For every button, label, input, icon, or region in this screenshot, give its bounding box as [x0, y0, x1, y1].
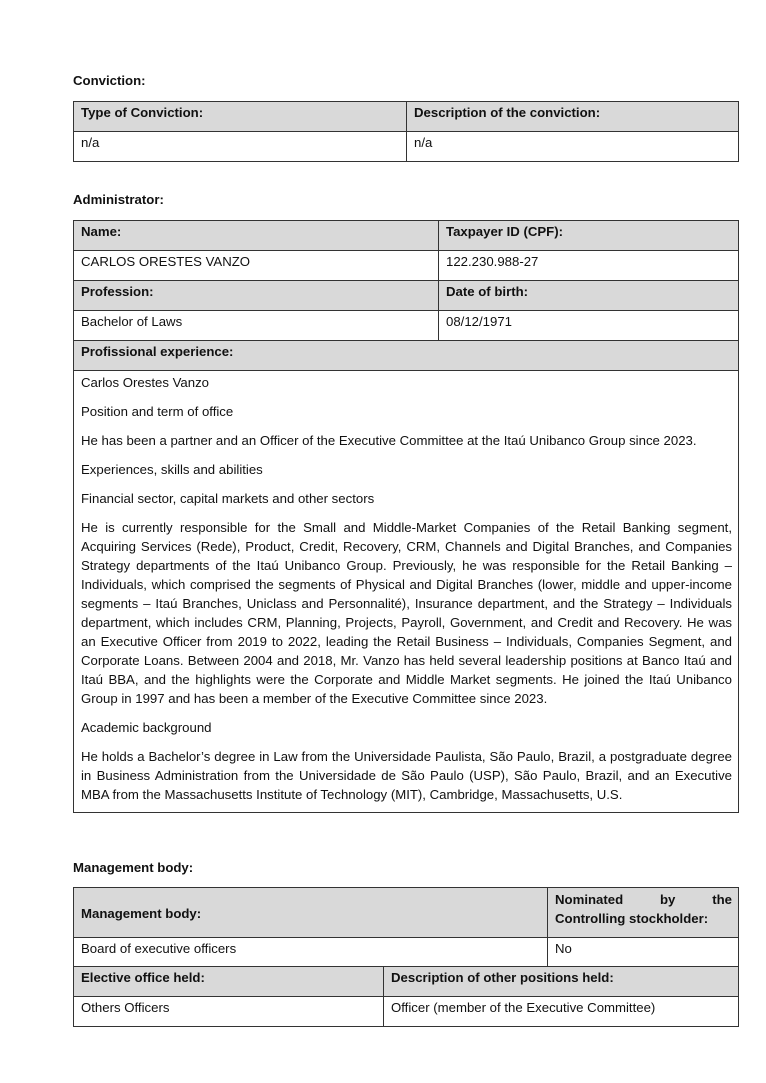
academic-text: He holds a Bachelor’s degree in Law from the Universidade Paulista, São Paulo, Brazil, a postgraduate degree in Business Administration from the Universidade de São Paulo (USP), São Paulo, Brazil, and an Executive MBA from the Massachusetts Institute of Technology (MIT), Cambridge, Massachusetts, U.S. [81, 749, 732, 802]
birth-date-value: 08/12/1971 [439, 311, 739, 341]
nominated-header-line2: Controlling stockholder: [555, 911, 709, 926]
administrator-section-title: Administrator: [73, 192, 164, 207]
other-positions-header: Description of other positions held: [384, 967, 739, 997]
conviction-type-header: Type of Conviction: [74, 102, 407, 132]
experience-header: Profissional experience: [74, 341, 739, 371]
academic-heading: Academic background [81, 720, 212, 735]
name-value: CARLOS ORESTES VANZO [74, 251, 439, 281]
taxpayer-value: 122.230.988-27 [439, 251, 739, 281]
sectors-text: Financial sector, capital markets and other sectors [81, 491, 375, 506]
management-section-title: Management body: [73, 860, 194, 875]
conviction-description-header: Description of the conviction: [407, 102, 739, 132]
position-heading: Position and term of office [81, 404, 234, 419]
conviction-table [73, 101, 739, 162]
management-body-header: Management body: [74, 888, 548, 938]
elective-office-value: Others Officers [74, 997, 384, 1027]
experience-content [74, 371, 739, 813]
conviction-description-value: n/a [407, 132, 739, 162]
nominated-value: No [548, 938, 739, 967]
profession-value: Bachelor of Laws [74, 311, 439, 341]
name-header: Name: [74, 221, 439, 251]
nominated-header [548, 888, 739, 938]
taxpayer-header: Taxpayer ID (CPF): [439, 221, 739, 251]
management-table [73, 887, 739, 1027]
birth-date-header: Date of birth: [439, 281, 739, 311]
nominated-header-line1: Nominated by the [555, 892, 733, 907]
position-text: He has been a partner and an Officer of the Executive Committee at the Itaú Unibanco Group since 2023. [81, 433, 697, 448]
conviction-section-title: Conviction: [73, 73, 146, 88]
conviction-type-value: n/a [74, 132, 407, 162]
skills-heading: Experiences, skills and abilities [81, 462, 263, 477]
elective-office-header: Elective office held: [74, 967, 384, 997]
profession-header: Profession: [74, 281, 439, 311]
management-body-value: Board of executive officers [74, 938, 548, 967]
experience-description: He is currently responsible for the Small and Middle-Market Companies of the Retail Banking segment, Acquiring Services (Rede), Product, Credit, Recovery, CRM, Channels and Digital Branches, and Companies Strategy departments of the Itaú Unibanco Group. Previously, he was responsible for the Retail Banking – Individuals, which comprised the segments of Physical and Digital Branches (lower, middle and upper-income segments – Itaú Branches, Uniclass and Personnalité), Insurance department, and the Strategy – Individuals department, which includes CRM, Planning, Projects, Payroll, Government, and Credit and Recovery. He was an Executive Officer from 2019 to 2022, leading the Retail Business – Individuals, Companies Segment, and Corporate Loans. Between 2004 and 2018, Mr. Vanzo has held several leadership positions at Banco Itaú and Itaú BBA, and the highlights were the Corporate and Middle Market segments. He joined the Itaú Unibanco Group in 1997 and has been a member of the Executive Committee since 2023. [81, 520, 732, 706]
administrator-table [73, 220, 739, 813]
other-positions-value: Officer (member of the Executive Committee) [384, 997, 739, 1027]
experience-person-name: Carlos Orestes Vanzo [81, 375, 210, 390]
